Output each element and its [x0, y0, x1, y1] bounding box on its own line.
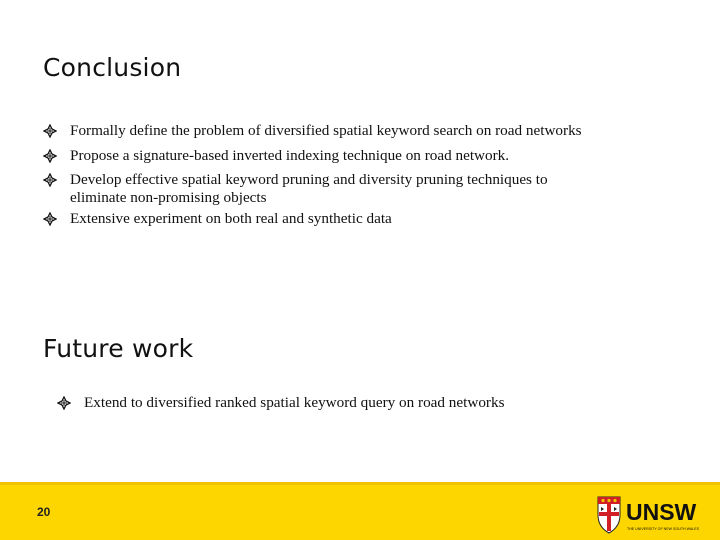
footer-divider	[0, 482, 720, 485]
list-item	[43, 168, 703, 207]
future-work-bullet-list	[57, 391, 697, 416]
logo-wordmark: UNSW	[626, 499, 697, 525]
unsw-logo	[596, 493, 708, 535]
list-item	[43, 207, 703, 232]
diamond-bullet-icon	[43, 173, 57, 187]
list-item	[57, 391, 697, 416]
conclusion-title: Conclusion	[43, 53, 182, 82]
bullet-text: Formally define the problem of diversified spatial keyword search on road networks	[70, 122, 582, 139]
diamond-bullet-icon	[43, 212, 57, 226]
bullet-text: Extensive experiment on both real and synthetic data	[70, 209, 392, 227]
diamond-bullet-icon	[43, 149, 57, 163]
bullet-text: Propose a signature-based inverted indexing technique on road network.	[70, 146, 510, 164]
page-number: 20	[37, 505, 51, 519]
footer-band	[0, 482, 720, 540]
conclusion-bullet-list	[43, 119, 703, 231]
bullet-text-continuation: eliminate non-promising objects	[70, 188, 267, 206]
bullet-text: Extend to diversified ranked spatial keyword query on road networks	[84, 394, 505, 411]
unsw-crest-icon	[598, 497, 620, 533]
list-item	[43, 144, 703, 169]
future-work-title: Future work	[43, 334, 194, 363]
logo-subtitle: THE UNIVERSITY OF NEW SOUTH WALES	[627, 527, 700, 531]
diamond-bullet-icon	[57, 396, 71, 410]
diamond-bullet-icon	[43, 124, 57, 138]
list-item	[43, 119, 703, 144]
bullet-text: Develop effective spatial keyword pruning and diversity pruning techniques to	[70, 171, 548, 188]
